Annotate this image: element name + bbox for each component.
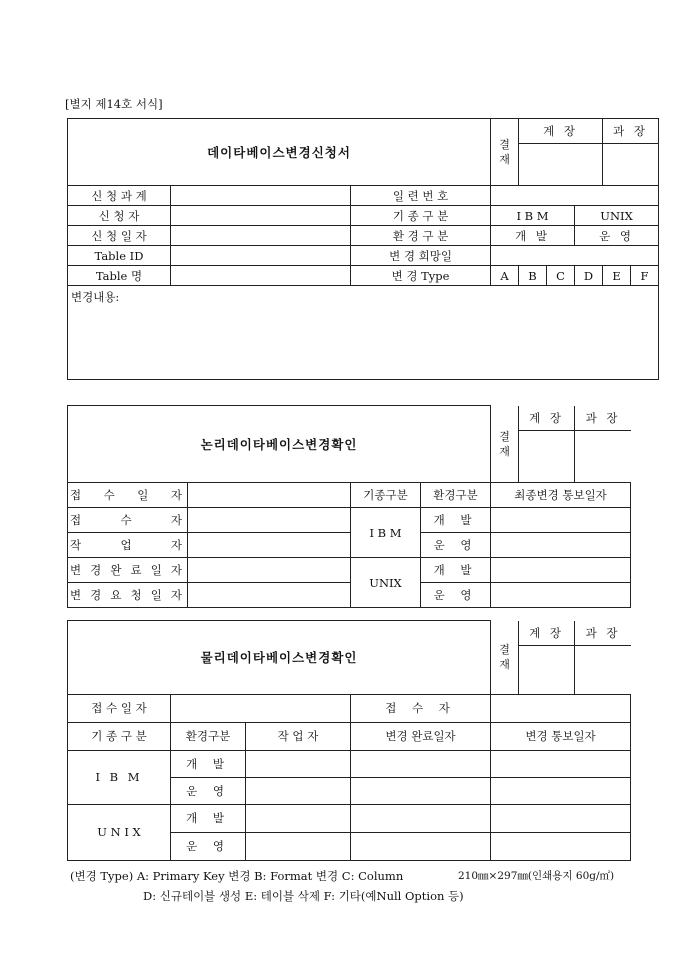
team-lead-label-2: 계 장 (519, 406, 575, 431)
s3-receipt-date-label: 접 수 일 자 (68, 694, 171, 722)
req-dept-label: 신 청 과 계 (68, 186, 171, 206)
request-form-table (67, 118, 659, 380)
type-b[interactable]: B (519, 266, 547, 286)
s3-ibm-dev-worker[interactable] (246, 750, 351, 777)
s3-model-col: 기 종 구 분 (68, 722, 171, 750)
s2-receipt-date-field[interactable] (188, 483, 351, 508)
table-id-label: Table ID (68, 246, 171, 266)
s2-receiver-label: 접 수 자 (68, 508, 188, 533)
change-content-label: 변경내용: (71, 290, 120, 304)
s3-notice-col: 변경 통보일자 (491, 722, 631, 750)
s3-ibm-ops-complete[interactable] (351, 777, 491, 804)
s3-receiver-field[interactable] (491, 694, 631, 722)
section-chief-sign-box-2[interactable] (575, 430, 631, 482)
s3-unix-dev: 개 발 (171, 804, 246, 832)
serial-no-label: 일 련 번 호 (351, 186, 491, 206)
section-chief-label-3: 과 장 (575, 621, 631, 646)
s3-ibm-dev-complete[interactable] (351, 750, 491, 777)
s2-model-col: 기종구분 (351, 483, 421, 508)
s2-complete-date-label: 변 경 완 료 일 자 (68, 558, 188, 583)
type-a[interactable]: A (491, 266, 519, 286)
section-chief-label: 과 장 (603, 119, 659, 144)
form-label: [별지 제14호 서식] (65, 97, 163, 111)
section2-title: 논리데이타베이스변경확인 (68, 406, 491, 483)
s2-env-col: 환경구분 (421, 483, 491, 508)
s2-ibm-ops-notice[interactable] (491, 533, 631, 558)
team-lead-label-3: 계 장 (519, 621, 575, 646)
env-dev[interactable]: 개 발 (491, 226, 575, 246)
desired-date-label: 변 경 희망일 (351, 246, 491, 266)
type-e[interactable]: E (603, 266, 631, 286)
s3-unix-dev-notice[interactable] (491, 804, 631, 832)
approval-label-2: 결 재 (491, 406, 519, 483)
s3-receipt-date-field[interactable] (171, 694, 351, 722)
s2-unix-ops: 운 영 (421, 583, 491, 608)
table-id-field[interactable] (171, 246, 351, 266)
s3-unix-ops: 운 영 (171, 832, 246, 860)
physical-db-table (67, 620, 631, 861)
s3-receiver-label: 접 수 자 (351, 694, 491, 722)
s3-ibm-ops-worker[interactable] (246, 777, 351, 804)
req-date-label: 신 청 일 자 (68, 226, 171, 246)
change-content-area[interactable] (68, 286, 659, 380)
s3-ibm-ops: 운 영 (171, 777, 246, 804)
s3-unix: U N I X (68, 804, 171, 860)
s3-ibm-dev-notice[interactable] (491, 750, 631, 777)
s2-worker-label: 작 업 자 (68, 533, 188, 558)
s3-unix-dev-worker[interactable] (246, 804, 351, 832)
s2-worker-field[interactable] (188, 533, 351, 558)
s3-ibm-dev: 개 발 (171, 750, 246, 777)
section-chief-sign-box-3[interactable] (575, 645, 631, 694)
section-chief-label-2: 과 장 (575, 406, 631, 431)
s2-ibm: I B M (351, 508, 421, 558)
s2-ibm-dev: 개 발 (421, 508, 491, 533)
s3-ibm-ops-notice[interactable] (491, 777, 631, 804)
s2-notice-col: 최종변경 통보일자 (491, 483, 631, 508)
type-f[interactable]: F (631, 266, 659, 286)
s2-ibm-dev-notice[interactable] (491, 508, 631, 533)
req-date-field[interactable] (171, 226, 351, 246)
env-ops[interactable]: 운 영 (575, 226, 659, 246)
s2-receipt-date-label: 접 수 일 자 (68, 483, 188, 508)
model-type-label: 기 종 구 분 (351, 206, 491, 226)
requester-field[interactable] (171, 206, 351, 226)
model-unix[interactable]: UNIX (575, 206, 659, 226)
s2-receiver-field[interactable] (188, 508, 351, 533)
team-lead-sign-box[interactable] (519, 144, 603, 186)
s3-ibm: I B M (68, 750, 171, 804)
table-name-label: Table 명 (68, 266, 171, 286)
s2-ibm-ops: 운 영 (421, 533, 491, 558)
s2-request-date-field[interactable] (188, 583, 351, 608)
req-dept-field[interactable] (171, 186, 351, 206)
model-ibm[interactable]: I B M (491, 206, 575, 226)
env-type-label: 환 경 구 분 (351, 226, 491, 246)
s3-unix-ops-notice[interactable] (491, 832, 631, 860)
type-c[interactable]: C (547, 266, 575, 286)
serial-no-field[interactable] (491, 186, 659, 206)
team-lead-sign-box-2[interactable] (519, 430, 575, 482)
approval-label-3: 결 재 (491, 621, 519, 695)
s2-complete-date-field[interactable] (188, 558, 351, 583)
footer-line2: D: 신규테이블 생성 E: 테이블 삭제 F: 기타(예Null Option 등) (143, 889, 464, 903)
desired-date-field[interactable] (491, 246, 659, 266)
logical-db-table (67, 405, 631, 608)
team-lead-label: 계 장 (519, 119, 603, 144)
s3-complete-col: 변경 완료일자 (351, 722, 491, 750)
s2-request-date-label: 변 경 요 청 일 자 (68, 583, 188, 608)
requester-label: 신 청 자 (68, 206, 171, 226)
type-d[interactable]: D (575, 266, 603, 286)
s2-unix-ops-notice[interactable] (491, 583, 631, 608)
s2-unix: UNIX (351, 558, 421, 608)
team-lead-sign-box-3[interactable] (519, 645, 575, 694)
change-type-label: 변 경 Type (351, 266, 491, 286)
s2-unix-dev: 개 발 (421, 558, 491, 583)
s3-unix-ops-complete[interactable] (351, 832, 491, 860)
s3-env-col: 환경구분 (171, 722, 246, 750)
section1-title: 데이타베이스변경신청서 (68, 119, 491, 186)
footer-paper-size: 210㎜×297㎜(인쇄용지 60g/㎡) (458, 870, 615, 882)
footer-line1: (변경 Type) A: Primary Key 변경 B: Format 변경 C: Column (70, 869, 404, 883)
section3-title: 물리데이타베이스변경확인 (68, 621, 491, 695)
s3-unix-ops-worker[interactable] (246, 832, 351, 860)
s3-unix-dev-complete[interactable] (351, 804, 491, 832)
section-chief-sign-box[interactable] (603, 144, 659, 186)
table-name-field[interactable] (171, 266, 351, 286)
s3-worker-col: 작 업 자 (246, 722, 351, 750)
s2-unix-dev-notice[interactable] (491, 558, 631, 583)
approval-label: 결 재 (491, 119, 519, 186)
